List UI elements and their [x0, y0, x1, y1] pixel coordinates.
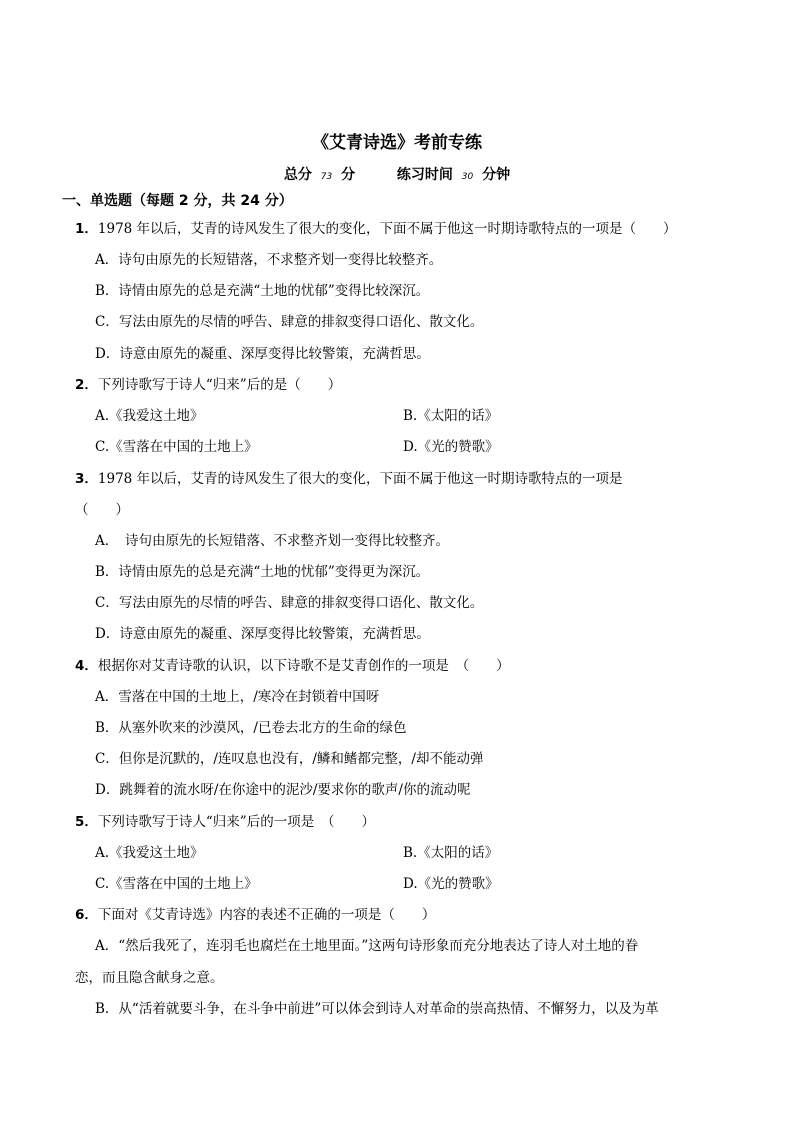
- question-2-option-c: C.《雪落在中国的土地上》: [95, 439, 258, 455]
- question-2-stem: [75, 373, 341, 393]
- question-5-option-c: C.《雪落在中国的土地上》: [95, 876, 258, 892]
- question-4-option-b: B．从塞外吹来的沙漠风，/已卷去北方的生命的绿色: [95, 720, 407, 736]
- question-4-stem: [75, 654, 510, 674]
- question-3-option-c: C．写法由原先的尽情的呼告、肆意的排叙变得口语化、散文化。: [95, 595, 484, 611]
- question-5-option-b: B.《太阳的话》: [403, 845, 499, 861]
- question-text: 1978 年以后，艾青的诗风发生了很大的变化，下面不属于他这一时期诗歌特点的一项是: [97, 471, 623, 487]
- question-6-option-a: A．“然后我死了，连羽毛也腐烂在土地里面。”这两句诗形象而充分地表达了诗人对土地的眷: [95, 938, 639, 954]
- question-3-option-b: B．诗情由原先的总是充满“土地的忧郁”变得更为深沉。: [95, 564, 430, 580]
- page-title: 《艾青诗选》考前专练: [312, 133, 482, 153]
- total-score-label: 总分: [283, 167, 312, 183]
- question-text: 1978 年以后，艾青的诗风发生了很大的变化，下面不属于他这一时期诗歌特点的一项是（ ）: [97, 221, 677, 237]
- time-label: 练习时间: [396, 167, 453, 183]
- question-5-stem: [75, 810, 375, 830]
- question-1-option-b: B．诗情由原先的总是充满“土地的忧郁”变得比较深沉。: [95, 283, 430, 299]
- question-5-option-a: A.《我爱这土地》: [95, 845, 204, 861]
- time-value: 30: [461, 172, 474, 182]
- question-4-option-c: C．但你是沉默的，/连叹息也没有，/鳞和鳍都完整，/却不能动弹: [95, 751, 484, 767]
- question-6-stem: [75, 903, 435, 923]
- question-2-option-a: A.《我爱这土地》: [95, 408, 204, 424]
- question-1-option-c: C．写法由原先的尽情的呼告、肆意的排叙变得口语化、散文化。: [95, 314, 484, 330]
- question-number: 5．: [75, 814, 98, 830]
- question-number: 4．: [75, 658, 98, 674]
- total-score-value: 73: [320, 172, 333, 182]
- question-2-option-d: D.《光的赞歌》: [403, 439, 499, 455]
- question-4-option-a: A．雪落在中国的土地上，/寒冷在封锁着中国呀: [95, 689, 380, 705]
- question-number: 3．: [75, 471, 98, 487]
- exam-info: [0, 164, 794, 184]
- section-heading: 一、单选题（每题 2 分，共 24 分）: [62, 193, 293, 209]
- question-5-option-d: D.《光的赞歌》: [403, 876, 499, 892]
- question-number: 6．: [75, 907, 98, 923]
- total-score-unit: 分: [341, 167, 356, 183]
- question-3-stem-continued: （ ）: [75, 502, 129, 518]
- question-6-option-a-continued: 恋，而且隐含献身之意。: [75, 970, 224, 986]
- question-text: 根据你对艾青诗歌的认识，以下诗歌不是艾青创作的一项是 （ ）: [97, 658, 510, 674]
- question-text: 下面对《艾青诗选》内容的表述不正确的一项是（ ）: [97, 907, 436, 923]
- question-6-option-b: B．从“活着就要斗争，在斗争中前进”可以体会到诗人对革命的崇高热情、不懈努力，以及为革: [95, 1001, 659, 1017]
- question-text: 下列诗歌写于诗人“归来”后的一项是 （ ）: [97, 814, 375, 830]
- question-3-option-a: A． 诗句由原先的长短错落、不求整齐划一变得比较整齐。: [95, 533, 449, 549]
- question-1-option-a: A．诗句由原先的长短错落，不求整齐划一变得比较整齐。: [95, 252, 443, 268]
- question-2-option-b: B.《太阳的话》: [403, 408, 499, 424]
- question-1-option-d: D．诗意由原先的凝重、深厚变得比较警策，充满哲思。: [95, 346, 430, 362]
- question-number: 2．: [75, 377, 98, 393]
- question-1-stem: [75, 217, 677, 237]
- question-number: 1．: [75, 221, 98, 237]
- question-3-stem: [75, 467, 623, 487]
- question-text: 下列诗歌写于诗人“归来”后的是（ ）: [97, 377, 342, 393]
- question-4-option-d: D．跳舞着的流水呀/在你途中的泥沙/要求你的歌声/你的流动呢: [95, 782, 471, 798]
- time-unit: 分钟: [482, 167, 511, 183]
- question-3-option-d: D．诗意由原先的凝重、深厚变得比较警策，充满哲思。: [95, 626, 430, 642]
